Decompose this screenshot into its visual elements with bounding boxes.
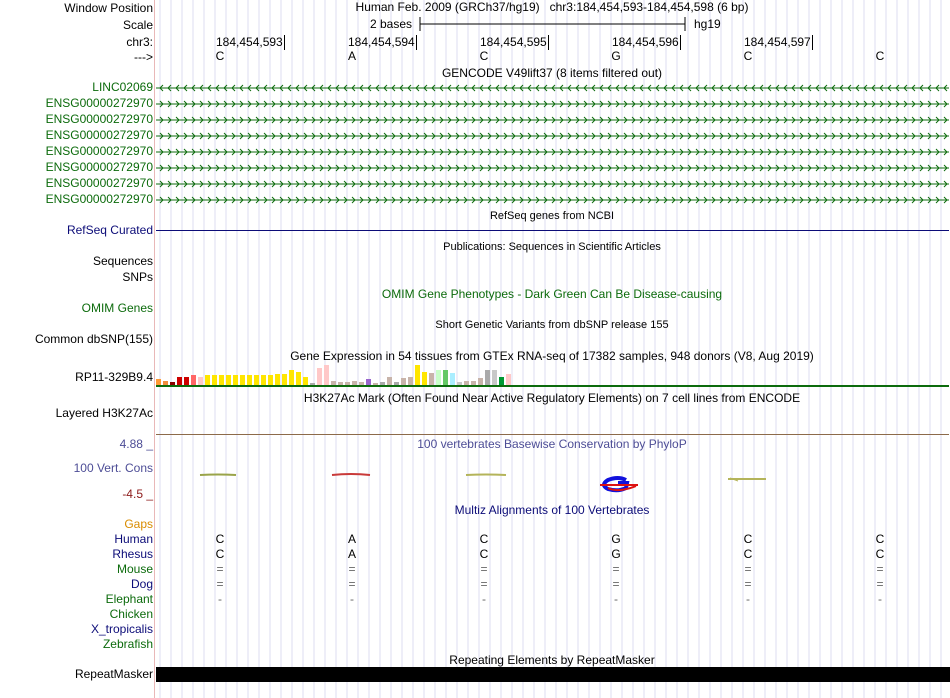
omim-genes-label[interactable]: OMIM Genes (81, 301, 153, 315)
ruler-position: 184,454,594 (348, 35, 415, 49)
gtex-gene-line (156, 385, 949, 387)
multiz-base: = (348, 577, 356, 591)
multiz-base: = (612, 577, 620, 591)
multiz-base: = (348, 562, 356, 576)
label-track-divider (154, 0, 155, 698)
gencode-item-label[interactable]: ENSG00000272970 (45, 192, 153, 206)
multiz-base: = (876, 577, 884, 591)
gencode-transcript-line[interactable] (156, 83, 949, 93)
h3k27ac-baseline (156, 434, 949, 435)
multiz-base: = (216, 562, 224, 576)
refseq-curated-label[interactable]: RefSeq Curated (66, 223, 153, 237)
multiz-base: - (350, 592, 354, 606)
repeatmasker-track-title: Repeating Elements by RepeatMasker (449, 653, 655, 667)
gtex-tissue-bar[interactable] (317, 368, 322, 386)
scale-bar (419, 15, 687, 33)
ruler-base: C (875, 49, 885, 63)
multiz-base: = (612, 562, 620, 576)
multiz-base: C (875, 532, 885, 546)
omim-track-title: OMIM Gene Phenotypes - Dark Green Can Be Disease-causing (381, 287, 723, 301)
gtex-tissue-bar[interactable] (485, 370, 490, 386)
ruler-base: A (347, 49, 357, 63)
multiz-base: = (480, 562, 488, 576)
multiz-base: - (878, 592, 882, 606)
conservation-label[interactable]: 100 Vert. Cons (73, 461, 153, 475)
refseq-track-title: RefSeq genes from NCBI (489, 210, 615, 222)
multiz-species-label[interactable]: Dog (130, 577, 153, 591)
multiz-base: = (480, 577, 488, 591)
multiz-species-label[interactable]: Rhesus (112, 547, 153, 561)
gencode-item-label[interactable]: ENSG00000272970 (45, 112, 153, 126)
ruler-position: 184,454,595 (480, 35, 547, 49)
gencode-transcript-line[interactable] (156, 99, 949, 109)
assembly-name: hg19 (694, 17, 721, 31)
ruler-position: 184,454,597 (744, 35, 811, 49)
multiz-species-label[interactable]: Zebrafish (102, 637, 153, 651)
strand-label: ---> (134, 50, 153, 64)
multiz-base: C (743, 547, 753, 561)
h3k27ac-label[interactable]: Layered H3K27Ac (55, 406, 153, 420)
gencode-transcript-line[interactable] (156, 195, 949, 205)
gtex-tissue-bar[interactable] (422, 372, 427, 386)
conservation-plot[interactable] (156, 450, 949, 500)
multiz-base: C (215, 532, 225, 546)
multiz-base: A (347, 532, 357, 546)
gencode-transcript-line[interactable] (156, 179, 949, 189)
gtex-tissue-bar[interactable] (492, 370, 497, 386)
gencode-transcript-line[interactable] (156, 163, 949, 173)
window-position-label: Window Position (64, 1, 153, 15)
ruler-base: G (611, 49, 621, 63)
gtex-tissue-bar[interactable] (289, 370, 294, 386)
gencode-item-label[interactable]: ENSG00000272970 (45, 176, 153, 190)
gtex-tissue-bar[interactable] (443, 370, 448, 386)
chrom-label: chr3: (126, 35, 153, 49)
gencode-item-label[interactable]: ENSG00000272970 (45, 144, 153, 158)
multiz-base: - (746, 592, 750, 606)
gtex-tissue-bar[interactable] (415, 365, 420, 386)
multiz-species-label[interactable]: Elephant (105, 592, 153, 606)
multiz-base: - (614, 592, 618, 606)
multiz-base: = (744, 577, 752, 591)
multiz-species-label[interactable]: Chicken (109, 607, 153, 621)
h3k27ac-track-title: H3K27Ac Mark (Often Found Near Active Regulatory Elements) on 7 cell lines from ENCODE (303, 391, 801, 405)
logo-g-icon (600, 478, 638, 490)
multiz-species-label[interactable]: Human (114, 532, 153, 546)
multiz-species-label[interactable]: Mouse (116, 562, 153, 576)
multiz-base: C (215, 547, 225, 561)
publications-sequences-label[interactable]: Sequences (92, 254, 153, 268)
gtex-track-title: Gene Expression in 54 tissues from GTEx RNA-seq of 17382 samples, 948 donors (V8, Aug 2019) (290, 349, 814, 363)
publications-snps-label[interactable]: SNPs (122, 270, 153, 284)
gencode-transcript-line[interactable] (156, 131, 949, 141)
multiz-track-title: Multiz Alignments of 100 Vertebrates (454, 503, 650, 517)
gencode-transcript-line[interactable] (156, 147, 949, 157)
gencode-item-label[interactable]: ENSG00000272970 (45, 128, 153, 142)
gtex-tissue-bar[interactable] (296, 372, 301, 386)
multiz-base: = (744, 562, 752, 576)
multiz-base: G (611, 547, 621, 561)
multiz-gaps-label[interactable]: Gaps (124, 517, 153, 531)
multiz-base: C (479, 532, 489, 546)
gtex-expression-bars[interactable] (156, 364, 536, 386)
dbsnp-track-title: Short Genetic Variants from dbSNP release 155 (435, 319, 669, 331)
conservation-min-label: -4.5 _ (122, 487, 153, 501)
multiz-base: - (482, 592, 486, 606)
multiz-base: C (875, 547, 885, 561)
publications-track-title: Publications: Sequences in Scientific Articles (443, 241, 661, 253)
conservation-max-label: 4.88 _ (119, 437, 153, 451)
multiz-species-label[interactable]: X_tropicalis (90, 622, 153, 636)
gtex-tissue-bar[interactable] (436, 370, 441, 386)
refseq-gene-line[interactable] (156, 230, 949, 231)
dbsnp-label[interactable]: Common dbSNP(155) (34, 332, 153, 346)
gtex-tissue-bar[interactable] (324, 365, 329, 386)
conservation-track-title: 100 vertebrates Basewise Conservation by PhyloP (417, 437, 687, 451)
multiz-base: = (216, 577, 224, 591)
scale-value: 2 bases (370, 17, 413, 31)
gencode-transcript-line[interactable] (156, 115, 949, 125)
multiz-base: A (347, 547, 357, 561)
scale-label: Scale (122, 18, 153, 32)
ruler-base: C (479, 49, 489, 63)
repeatmasker-element[interactable] (156, 667, 950, 682)
gtex-gene-label[interactable]: RP11-329B9.4 (75, 370, 153, 384)
window-position-value: Human Feb. 2009 (GRCh37/hg19) chr3:184,454,593-184,454,598 (6 bp) (355, 0, 749, 14)
multiz-base: C (743, 532, 753, 546)
ruler-position: 184,454,596 (612, 35, 679, 49)
multiz-base: = (876, 562, 884, 576)
multiz-base: C (479, 547, 489, 561)
ruler-base: C (743, 49, 753, 63)
gencode-track-title: GENCODE V49lift37 (8 items filtered out) (441, 66, 663, 80)
multiz-base: - (218, 592, 222, 606)
ruler-base: C (215, 49, 225, 63)
gencode-item-label[interactable]: ENSG00000272970 (45, 96, 153, 110)
ruler-position: 184,454,593 (216, 35, 283, 49)
gencode-item-label[interactable]: LINC02069 (92, 80, 153, 94)
repeatmasker-label[interactable]: RepeatMasker (74, 667, 153, 681)
multiz-base: G (611, 532, 621, 546)
gencode-item-label[interactable]: ENSG00000272970 (45, 160, 153, 174)
